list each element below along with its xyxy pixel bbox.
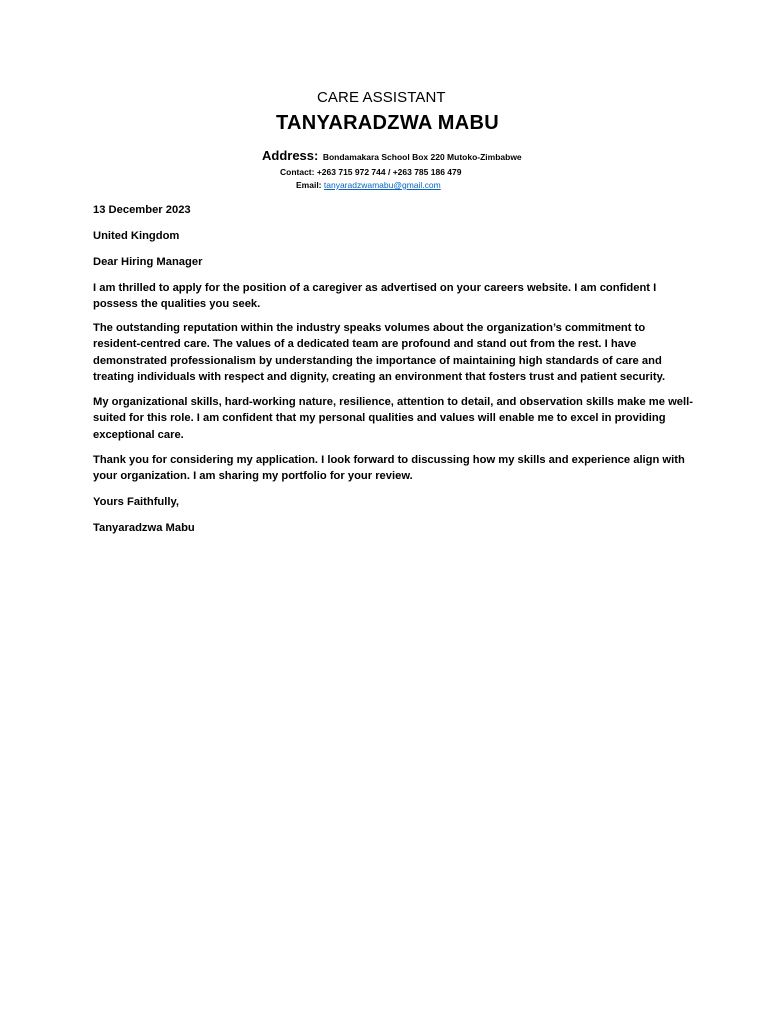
letter-date: 13 December 2023 (93, 204, 191, 216)
address-line (262, 147, 522, 165)
address-label: Address: (262, 148, 319, 163)
letter-closing: Yours Faithfully, (93, 496, 179, 508)
paragraph-skills: My organizational skills, hard-working nature, resilience, attention to detail, and observation skills make me well-suited for this role. I am confident that my personal qualities and values will enable me to excel in providing exceptional care. (93, 396, 693, 441)
paragraph-thanks: Thank you for considering my application. I look forward to discussing how my skills and experience align with your organization. I am sharing my portfolio for your review. (93, 454, 685, 483)
contact-line: Contact: +263 715 972 744 / +263 785 186 479 (280, 167, 462, 177)
email-line (296, 180, 441, 190)
email-link[interactable]: tanyaradzwamabu@gmail.com (323, 180, 441, 190)
address-value: Bondamakara School Box 220 Mutoko-Zimbabwe (322, 152, 522, 162)
email-label: Email: (296, 180, 322, 190)
letter-location: United Kingdom (93, 230, 180, 242)
paragraph-intro: I am thrilled to apply for the position of a caregiver as advertised on your careers website. I am confident I possess the qualities you seek. (93, 282, 657, 311)
job-title: CARE ASSISTANT (317, 89, 446, 106)
letter-signature: Tanyaradzwa Mabu (93, 522, 195, 534)
applicant-name: TANYARADZWA MABU (276, 112, 499, 134)
letter-salutation: Dear Hiring Manager (93, 256, 203, 268)
paragraph-reputation: The outstanding reputation within the industry speaks volumes about the organization’s commitment to resident-centred care. The values of a dedicated team are profound and stand out from the rest. I have demonstrated professionalism by understanding the importance of maintaining high standards of care and treating individuals with respect and dignity, creating an environment that fosters trust and patient security. (93, 322, 666, 383)
